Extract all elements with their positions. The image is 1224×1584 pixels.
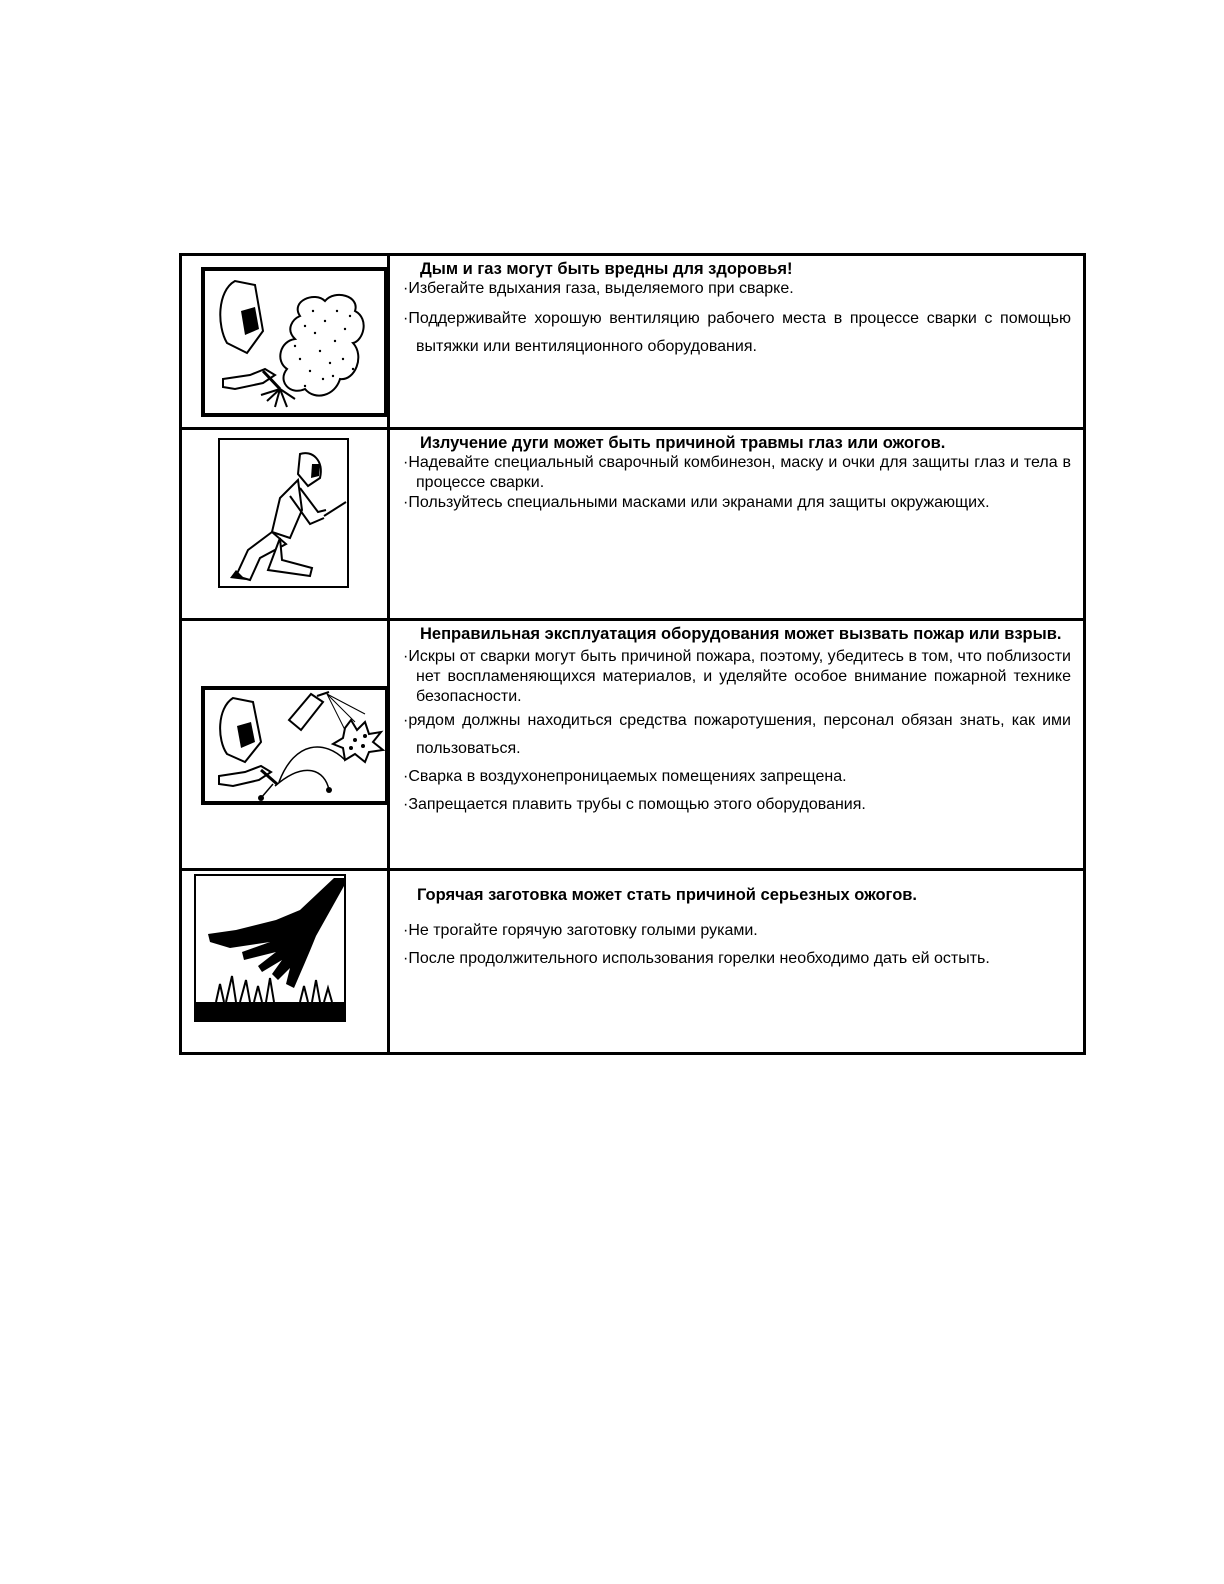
warning-item: · Искры от сварки могут быть причиной пожара, поэтому, убедитесь в том, что поблизости нет воспламеняющихся материалов, и уделяйте особое внимание пожарной технике безопасности. (403, 647, 1071, 707)
fume-hazard-icon (201, 267, 388, 417)
hot-workpiece-icon (194, 874, 346, 1022)
text-cell (390, 871, 1083, 1052)
warning-item: · Сварка в воздухонепроницаемых помещениях запрещена. (403, 763, 1071, 791)
warning-item: · рядом должны находиться средства пожаротушения, персонал обязан знать, как ими пользоваться. (403, 707, 1071, 763)
warning-item: · Не трогайте горячую заготовку голыми руками. (403, 917, 1071, 945)
text-cell (390, 621, 1083, 868)
text-cell (390, 256, 1083, 427)
picture-cell (182, 430, 390, 618)
safety-warnings-table (179, 253, 1086, 1055)
warning-item: · Надевайте специальный сварочный комбинезон, маску и очки для защиты глаз и тела в процессе сварки. (403, 453, 1071, 493)
picture-cell (182, 871, 390, 1052)
warning-item: · Избегайте вдыхания газа, выделяемого при сварке. (403, 279, 1071, 299)
warning-heading: Дым и газ могут быть вредны для здоровья! (420, 260, 793, 278)
warning-item: · После продолжительного использования горелки необходимо дать ей остыть. (403, 945, 1071, 973)
warning-item: · Запрещается плавить трубы с помощью этого оборудования. (403, 791, 1071, 819)
warning-heading: Излучение дуги может быть причиной травмы глаз или ожогов. (420, 434, 946, 452)
arc-radiation-icon (218, 438, 349, 588)
fire-explosion-icon (201, 686, 389, 805)
warning-item: · Пользуйтесь специальными масками или экранами для защиты окружающих. (403, 493, 1071, 513)
text-cell (390, 430, 1083, 618)
warning-row-fire (182, 621, 1083, 871)
warning-heading: Горячая заготовка может стать причиной серьезных ожогов. (417, 886, 917, 904)
warning-item: · Поддерживайте хорошую вентиляцию рабочего места в процессе сварки с помощью вытяжки или вентиляционного оборудования. (403, 305, 1071, 361)
warning-row-hot (182, 871, 1083, 1052)
warning-heading: Неправильная эксплуатация оборудования может вызвать пожар или взрыв. (420, 625, 1062, 643)
picture-cell (182, 256, 390, 427)
warning-row-arc (182, 430, 1083, 621)
warning-row-fumes (182, 256, 1083, 430)
picture-cell (182, 621, 390, 868)
